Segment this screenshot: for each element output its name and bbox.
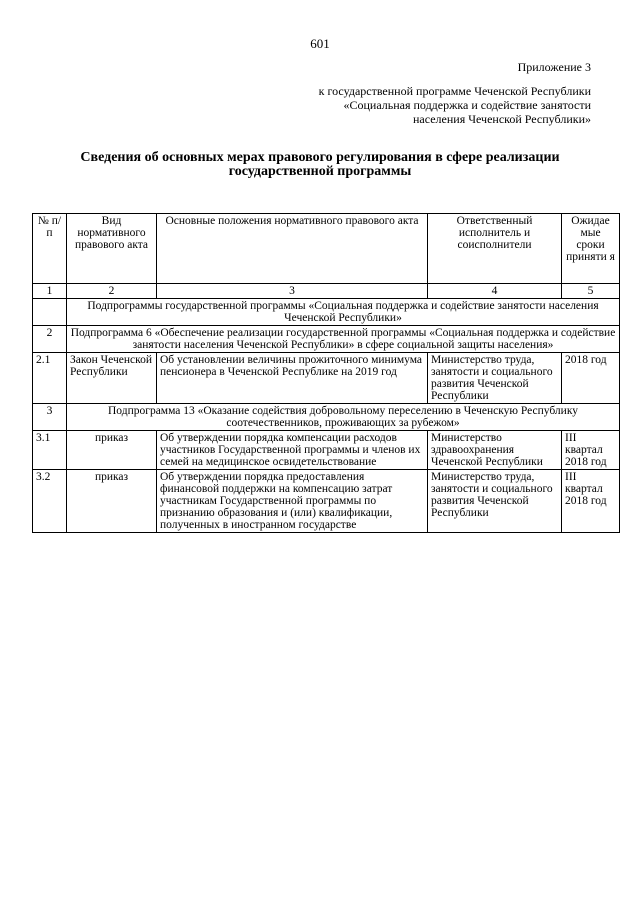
table-header-row [33, 214, 620, 284]
column-number-row [33, 284, 620, 299]
subprogram-title: Подпрограмма 13 «Оказание содействия добровольному переселению в Чеченскую Республику соотечественников, проживающих за рубежом» [67, 404, 620, 431]
act-executor: Министерство труда, занятости и социального развития Чеченской Республики [428, 353, 562, 404]
column-number: 1 [33, 284, 67, 299]
header-cell: № п/п [33, 214, 67, 284]
header-cell: Ответственный исполнитель и соисполнители [428, 214, 562, 284]
act-executor: Министерство здравоохранения Чеченской Республики [428, 431, 562, 470]
subprogram-number: 3 [33, 404, 67, 431]
title-line: государственной программы [228, 164, 412, 179]
table-row [33, 353, 620, 404]
appendix-line: «Социальная поддержка и содействие занятости [343, 98, 591, 112]
act-type: приказ [67, 470, 157, 533]
header-cell: Вид нормативного правового акта [67, 214, 157, 284]
act-executor: Министерство труда, занятости и социального развития Чеченской Республики [428, 470, 562, 533]
subprogram-row [33, 404, 620, 431]
column-number: 4 [428, 284, 562, 299]
row-number: 3.1 [33, 431, 67, 470]
act-term: III квартал 2018 год [562, 431, 620, 470]
subprogram-number: 2 [33, 326, 67, 353]
column-number: 2 [67, 284, 157, 299]
act-content: Об утверждении порядка компенсации расходов участников Государственной программы и членов их семей на медицинское освидетельствование [157, 431, 428, 470]
page-number: 601 [310, 36, 330, 51]
header-cell: Основные положения нормативного правового акта [157, 214, 428, 284]
table-row [33, 431, 620, 470]
act-content: Об утверждении порядка предоставления финансовой поддержки на компенсацию затрат участникам Государственной программы по признанию образования и (или) квалификации, полученных в иностранном государстве [157, 470, 428, 533]
act-term: 2018 год [562, 353, 620, 404]
act-type: приказ [67, 431, 157, 470]
act-type: Закон Чеченской Республики [67, 353, 157, 404]
table-row [33, 470, 620, 533]
document-title [40, 151, 600, 179]
row-number: 2.1 [33, 353, 67, 404]
header-cell: Ожидае мые сроки приняти я [562, 214, 620, 284]
act-term: III квартал 2018 год [562, 470, 620, 533]
appendix-line: населения Чеченской Республики» [412, 112, 591, 126]
subprogram-title: Подпрограмма 6 «Обеспечение реализации государственной программы «Социальная поддержка и содействие занятости населения Чеченской Республики» в сфере социальной защиты населения» [67, 326, 620, 353]
appendix-label: Приложение 3 [517, 60, 591, 74]
measures-table [32, 213, 620, 533]
section-heading: Подпрограммы государственной программы «Социальная поддержка и содействие занятости населения Чеченской Республики» [67, 299, 620, 326]
column-number: 5 [562, 284, 620, 299]
title-line: Сведения об основных мерах правового регулирования в сфере реализации [80, 150, 560, 165]
appendix-note [319, 60, 591, 126]
row-number: 3.2 [33, 470, 67, 533]
appendix-line: к государственной программе Чеченской Республики [318, 84, 591, 98]
section-empty-cell [33, 299, 67, 326]
act-content: Об установлении величины прожиточного минимума пенсионера в Чеченской Республике на 2019 год [157, 353, 428, 404]
column-number: 3 [157, 284, 428, 299]
subprogram-row [33, 326, 620, 353]
section-heading-row [33, 299, 620, 326]
